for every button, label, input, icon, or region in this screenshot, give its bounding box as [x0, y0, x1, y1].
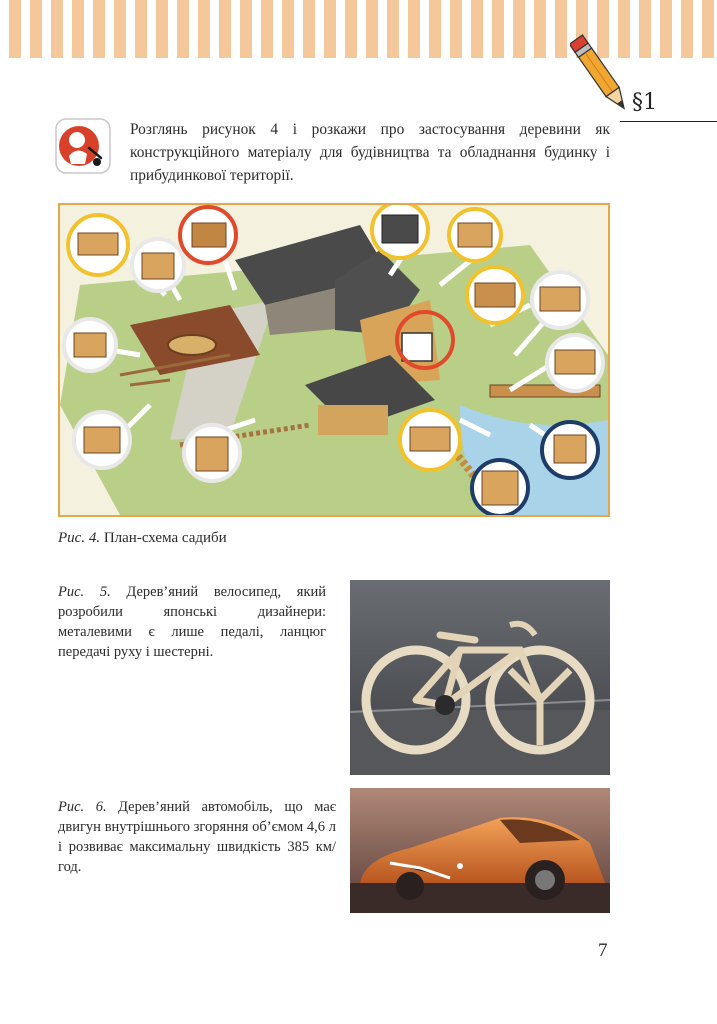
figure-6-label: Рис. 6. — [58, 799, 107, 815]
task-text: Розглянь рисунок 4 і розкажи про застосування деревини як конструкційного матеріалу для будівництва та обладнання будинку і прибудинкової території. — [130, 121, 610, 184]
figure-6-caption — [58, 797, 336, 877]
figure-4-caption-text: План-схема садиби — [100, 530, 227, 546]
figure-4-caption — [58, 530, 227, 547]
wooden-car-photo — [350, 788, 610, 913]
wooden-bicycle-photo — [350, 580, 610, 775]
figure-5-caption — [58, 582, 326, 662]
discussion-task-icon — [55, 118, 111, 174]
section-mark: §1 — [632, 90, 657, 115]
pencil-icon — [570, 24, 630, 124]
figure-5-label: Рис. 5. — [58, 584, 111, 600]
figure-5-caption-text: Дерев’яний велосипед, який розробили японські дизайнери: металевими є лише педалі, ланцюг передачі руху і шестерні. — [58, 584, 327, 660]
page-number: 7 — [598, 940, 608, 961]
figure-6-caption-text: Дерев’яний автомобіль, що має двигун внутрішнього згоряння об’ємом 4,6 л і розвиває максимальну швидкість 385 км/год. — [58, 799, 337, 875]
section-rule — [620, 121, 717, 122]
figure-4-label: Рис. 4. — [58, 530, 101, 546]
figure-4-illustration — [58, 203, 610, 517]
